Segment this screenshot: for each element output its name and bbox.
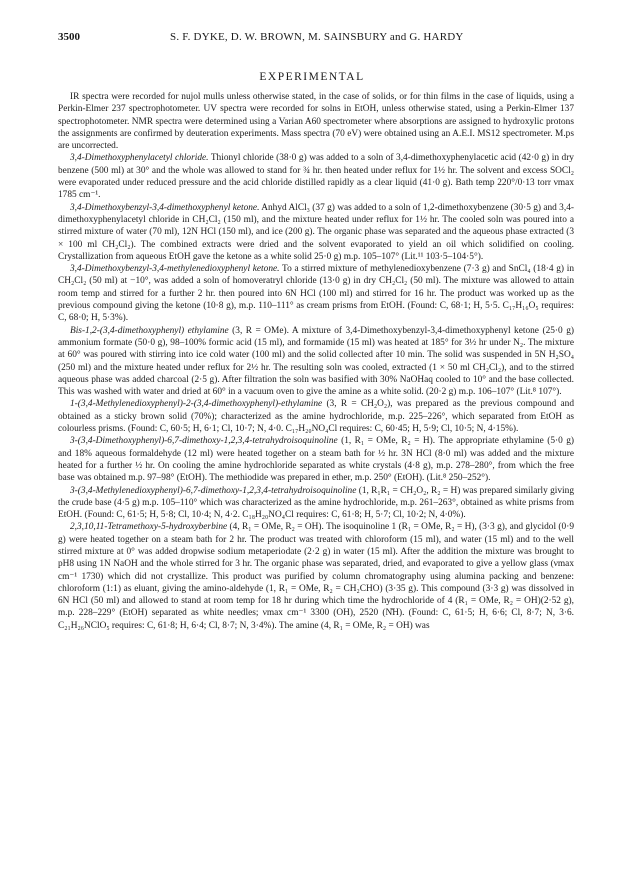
page-header: [58, 31, 572, 45]
paragraph-text: Anhyd AlCl₃ (37 g) was added to a soln of 1,2-dimethoxybenzene (30·5 g) and 3,4-dimethoxyphenylacetyl chloride in CH₂Cl₂ (150 ml), and the mixture heated under reflux for 1½ hr. The cooled soln was poured into a stirred mixture of water (70 ml), 12N HCl (150 ml), and ice (200 g). The organic phase was separated and the aqueous phase extracted (3 × 100 ml CH₂Cl₂). The combined extracts were dried and the solvent evaporated to yield an oil which solidified on cooling. Crystallization from aqueous EtOH gave the ketone as a white solid 25·0 g) m.p. 105–107° (Lit.¹¹ 103·5–104·5°).: [58, 202, 574, 262]
paragraph-text: (3, R = OMe). A mixture of 3,4-Dimethoxybenzyl-3,4-dimethoxyphenyl ketone (25·0 g) ammonium formate (50·0 g), 98–100% formic acid (15 ml), and formamide (15 ml) was heated at 185° for 3½ hr under N₂. The mixture at 60° was poured with stirring into ice cold water (100 ml) and the solid collected after 10 min. The solid was suspended in 5N H₂SO₄ (250 ml) and the mixture heated under reflux for 2½ hr. The resulting soln was cooled, extracted (1 × 50 ml CH₂Cl₂), and to the stirred aqueous phase was added charcoal (2·5 g). After filtration the soln was basified with 30% NaOHaq cooled to 10° and the base collected. This was washed with water and dried at 60° in a vacuum oven to give the amine as a white solid. (20·2 g) m.p. 106–107° (Lit.⁸ 107°).: [58, 325, 574, 398]
paragraph: [58, 91, 574, 152]
paragraph: [58, 398, 574, 435]
paragraph-lead: 3-(3,4-Dimethoxyphenyl)-6,7-dimethoxy-1,2,3,4-tetrahydroisoquinoline: [70, 436, 338, 447]
paragraph-lead: 2,3,10,11-Tetramethoxy-5-hydroxyberbine: [70, 522, 228, 533]
paragraph-text: (4, R₁ = OMe, R₂ = OH). The isoquinoline 1 (R₁ = OMe, R₂ = H), (3·3 g), and glycidol (0·9 g) were heated together on a steam bath for 2 hr. The product was treated with chloroform (15 ml), and water (15 ml) and to the well stirred mixture at 0° was added dropwise sodium metaperiodate (2·2 g) in water (15 ml). After the addition the mixture was brought to pH8 using 1N NaOH and the whole stirred for 3 hr. The organic phase was separated, dried, and evaporated to give a yellow glass (νmax cm⁻¹ 1730) which did not crystallize. This product was purified by column chromatography using alumina packing and benzene: chloroform (1:1) as eluant, giving the amino-aldehyde (1, R₁ = OMe, R₂ = CH₂CHO) (3·35 g). This compound (3·3 g) was dissolved in 6N HCl (50 ml) and allowed to stand at room temp for 18 hr during which time the hydrochloride of 4 (R₁ = OMe, R₂ = OH)(2·52 g), m.p. 228–229° (EtOH) separated as white needles; νmax cm⁻¹ 3300 (OH), 2520 (N̊H). (Found: C, 61·5; H, 6·6; Cl, 8·7; N, 3·6. C₂₁H₂₆NClO₅ requires: C, 61·8; H, 6·4; Cl, 8·7; N, 3·4%). The amine (4, R₁ = OMe, R₂ = OH) was: [58, 522, 574, 631]
experimental-body: [58, 91, 574, 632]
paragraph-text: (3, R = CH₂O₂), was prepared as the previous compound and obtained as a sticky brown solid (70%); characterized as the amine hydrochloride, m.p. 225–226°, which separated from EtOH as colourless prisms. (Found: C, 60·5; H, 6·1; Cl, 10·7; N, 4·0. C₁₇H₂₀NO₄Cl requires: C, 60·45; H, 5·9; Cl, 10·5; N, 4·15%).: [58, 399, 574, 435]
paragraph-lead: 1-(3,4-Methylenedioxyphenyl)-2-(3,4-dimethoxyphenyl)-ethylamine: [70, 399, 323, 410]
paragraph-text: IR spectra were recorded for nujol mulls unless otherwise stated, in the case of solids, or for thin films in the case of liquids, using a Perkin-Elmer 237 spectrophotometer. UV spectra were recorded for solns in EtOH, unless otherwise stated, using a Perkin-Elmer 137 spectrophotometer. NMR spectra were determined using a Varian A60 spectrometer where absorptions are assigned to hydroxylic protons the assignments are confirmed by deuteration experiments. Mass spectra (70 eV) were obtained using an A.E.I. MS12 spectrometer. M.ps are uncorrected.: [58, 92, 574, 152]
paragraph-lead: 3,4-Dimethoxybenzyl-3,4-methylenedioxyphenyl ketone.: [70, 264, 280, 275]
paragraph-lead: Bis-1,2-(3,4-dimethoxyphenyl) ethylamine: [70, 325, 229, 336]
paragraph: [58, 202, 574, 263]
paragraph: [58, 485, 574, 522]
paragraph-text: (1, R₁ = OMe, R₂ = H). The appropriate ethylamine (5·0 g) and 18% aqueous formaldehyde (12 ml) were heated together on a steam bath for ½ hr. 3N HCl (8·0 ml) was added and the mixture heated for a further ½ hr. On cooling the amine hydrochloride separated as white crystals (4·8 g), m.p. 278–280°, from which the free base was obtained m.p. 97–98° (EtOH). The methiodide was prepared in ether, m.p. 250° (EtOH). (Lit.⁸ 250–252°).: [58, 436, 574, 484]
paragraph: [58, 521, 574, 632]
paragraph-lead: 3-(3,4-Methylenedioxyphenyl)-6,7-dimethoxy-1,2,3,4-tetrahydroisoquinoline: [70, 485, 357, 496]
paragraph-lead: 3,4-Dimethoxybenzyl-3,4-dimethoxyphenyl ketone.: [70, 202, 260, 213]
paragraph: [58, 435, 574, 484]
paragraph-text: Thionyl chloride (38·0 g) was added to a soln of 3,4-dimethoxyphenylacetic acid (42·0 g) in dry benzene (500 ml) at 30° and the whole was allowed to stand for ¾ hr. then heated under reflux for 1½ hr. The solvent and excess SOCl₂ were evaporated under reduced pressure and the acid chloride distilled rapidly as a clear liquid (41·0 g). Bath temp 220°/0·13 torr νmax 1785 cm⁻¹.: [58, 153, 574, 201]
paragraph: [58, 263, 574, 324]
paragraph: [58, 152, 574, 201]
running-head: S. F. DYKE, D. W. BROWN, M. SAINSBURY and G. HARDY: [170, 31, 464, 43]
section-title: EXPERIMENTAL: [259, 71, 365, 83]
page-number: 3500: [58, 31, 80, 43]
paragraph: [58, 325, 574, 399]
paragraph-lead: 3,4-Dimethoxyphenylacetyl chloride.: [70, 153, 209, 164]
paragraph-text: (1, R₁R₁ = CH₂O₂, R₂ = H) was prepared similarly giving the crude base (4·5 g) m.p. 105–110° which was characterized as the amine hydrochloride, m.p. 261–263°, obtained as white prisms from EtOH. (Found: C, 61·5; H, 5·8; Cl, 10·4; N, 4·2. C₁₈H₂₀NO₄Cl requires: C, 61·8; H, 5·7; Cl, 10·2; N, 4·0%).: [58, 485, 574, 521]
paragraph-text: To a stirred mixture of methylenedioxybenzene (7·3 g) and SnCl₄ (18·4 g) in CH₂Cl₂ (50 ml) at −10°, was added a soln of homoveratryl chloride (13·0 g) in dry CH₂Cl₂ (50 ml). The mixture was allowed to attain room temp and stirred for a further 2 hr. then poured into 6N HCl (100 ml) and stirred for 16 hr. The product was worked up as the previous compound giving the ketone (10·8 g), m.p. 110–111° as cream prisms from EtOH. (Found: C, 68·1; H, 5·5. C₁₇H₁₆O₅ requires: C, 68·0; H, 5·3%).: [58, 264, 574, 324]
